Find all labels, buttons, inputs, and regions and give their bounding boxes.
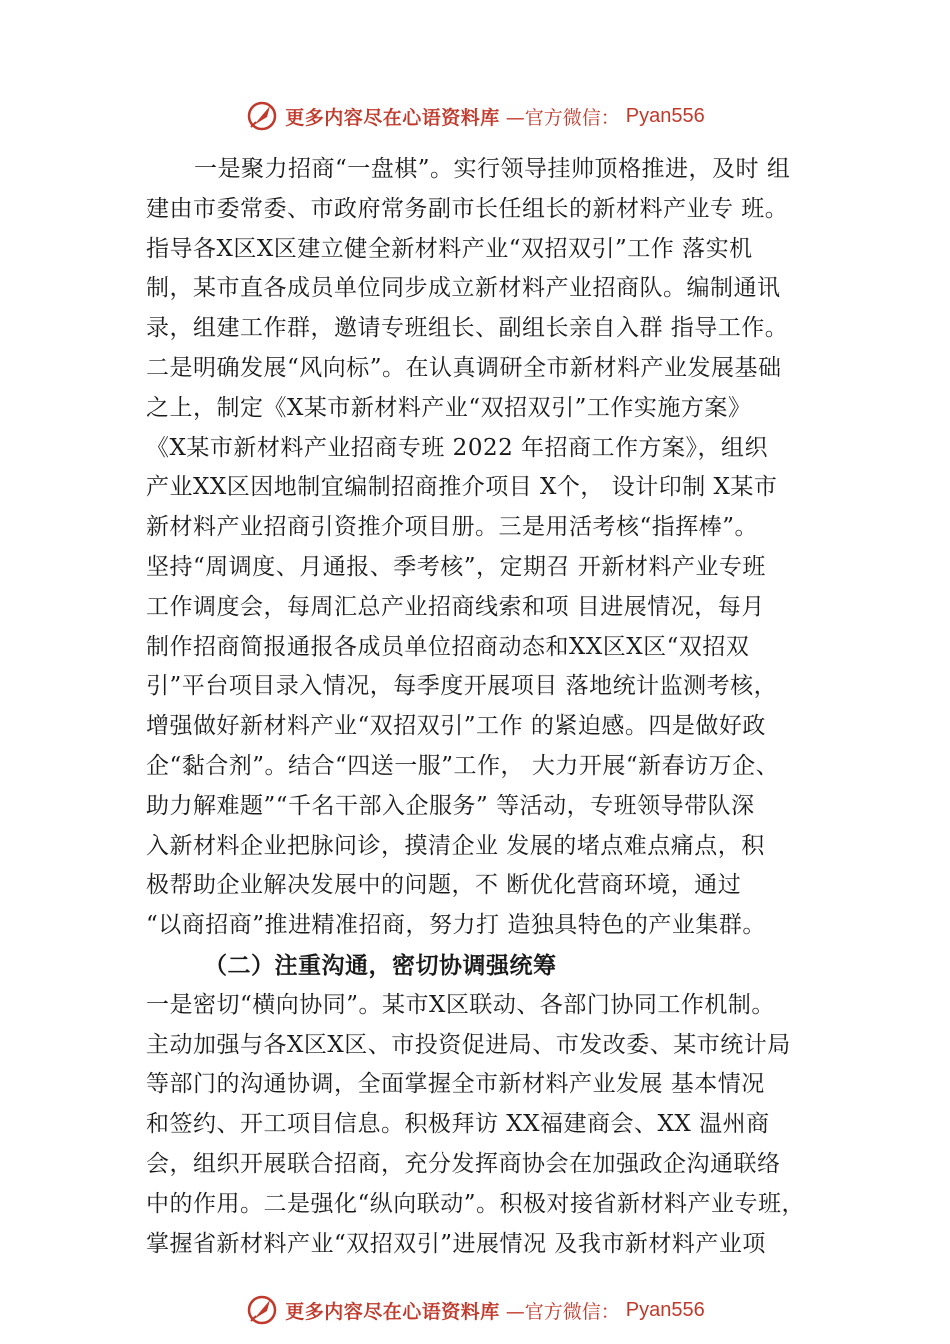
paragraph-line: 二是明确发展“风向标”。在认真调研全市新材料产业发展基础 [146, 354, 782, 381]
paragraph-line: 会，组织开展联合招商，充分发挥商协会在加强政企沟通联络 [146, 1150, 781, 1177]
paragraph-line: “以商招商”推进精准招商，努力打 造独具特色的产业集群。 [146, 912, 766, 939]
paragraph-line: 一是密切“横向协同”。某市X区联动、各部门协同工作机制。 [146, 991, 775, 1018]
paragraph-line: 主动加强与各X区X区、市投资促进局、市发改委、某市统计局 [146, 1031, 791, 1058]
footer-brand-text: 更多内容尽在心语资料库 [285, 1300, 500, 1323]
paragraph-line: 等部门的沟通协调，全面掌握全市新材料产业发展 基本情况 [146, 1071, 765, 1098]
paragraph-line: 工作调度会，每周汇总产业招商线索和项 目进展情况，每月 [146, 593, 765, 620]
paragraph-line: 坚持“周调度、月通报、季考核”，定期召 开新材料产业专班 [146, 553, 766, 580]
paragraph-line: 建由市委常委、市政府常务副市长任组长的新材料产业专 班。 [146, 195, 789, 222]
document-body [146, 150, 836, 1264]
paragraph-line: 入新材料企业把脉问诊，摸清企业 发展的堵点难点痛点，积 [146, 832, 765, 859]
paragraph-line: 极帮助企业解决发展中的问题，不 断优化营商环境，通过 [146, 872, 742, 899]
paragraph-line: 制作招商简报通报各成员单位招商动态和XX区X区“双招双 [146, 633, 750, 660]
paragraph-line: 中的作用。二是强化“纵向联动”。积极对接省新材料产业专班， [146, 1190, 806, 1217]
footer-wechat-label: —官方微信： [505, 1300, 620, 1323]
paragraph-line: 之上，制定《X某市新材料产业“双招双引”工作实施方案》 [146, 394, 752, 421]
paragraph-line: 产业XX区因地制宜编制招商推介项目 X个， 设计印制 X某市 [146, 474, 778, 501]
header-wechat-handle: Pyan556 [625, 104, 705, 127]
section-heading: （二）注重沟通，密切协调强统筹 [204, 951, 557, 979]
paragraph-line: 增强做好新材料产业“双招双引”工作 的紧迫感。四是做好政 [146, 713, 766, 740]
paragraph-line: 引”平台项目录入情况，每季度开展项目 落地统计监测考核， [146, 673, 778, 700]
paragraph-line: 新材料产业招商引资推介项目册。三是用活考核“指挥棒”。 [146, 514, 759, 541]
quill-logo-icon [245, 1293, 279, 1327]
paragraph-line: 《X某市新材料产业招商专班 2022 年招商工作方案》，组织 [146, 434, 769, 461]
paragraph-line: 录，组建工作群，邀请专班组长、副组长亲自入群 指导工作。 [146, 315, 789, 342]
paragraph-line: 和签约、开工项目信息。积极拜访 XX福建商会、XX 温州商 [146, 1111, 770, 1138]
header-brand-text: 更多内容尽在心语资料库 [285, 106, 500, 129]
paragraph-line: 企“黏合剂”。结合“四送一服”工作， 大力开展“新春访万企、 [146, 752, 780, 779]
quill-logo-icon [245, 99, 279, 133]
paragraph-line: 掌握省新材料产业“双招双引”进展情况 及我市新材料产业项 [146, 1230, 766, 1257]
paragraph-line: 一是聚力招商“一盘棋”。实行领导挂帅顶格推进，及时 组 [194, 156, 791, 182]
header-wechat-label: —官方微信： [505, 106, 620, 129]
header-watermark [0, 96, 950, 136]
paragraph-line: 指导各X区X区建立健全新材料产业“双招双引”工作 落实机 [146, 235, 753, 262]
footer-watermark [0, 1290, 950, 1330]
paragraph-line: 助力解难题”“千名干部入企服务” 等活动，专班领导带队深 [146, 792, 755, 819]
footer-wechat-handle: Pyan556 [625, 1298, 705, 1321]
paragraph-line: 制，某市直各成员单位同步成立新材料产业招商队。编制通讯 [146, 275, 781, 302]
